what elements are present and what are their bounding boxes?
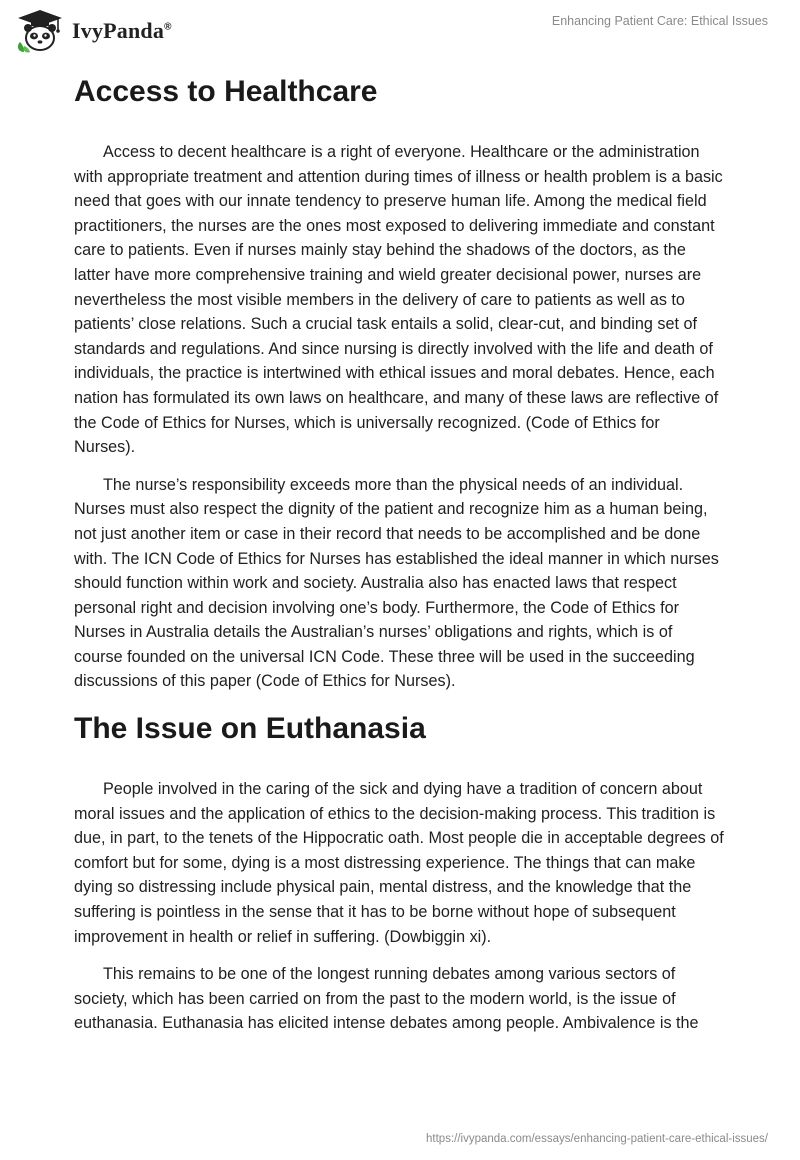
paragraph: People involved in the caring of the sick and dying have a tradition of concern about moral issues and the application of ethics to the decision-making process. This tradition is due, in part, to the tenets of the Hippocratic oath. Most people die in acceptable degrees of comfort but for some, dying is a most distressing experience. The things that can make dying so distressing include physical pain, mental distress, and the knowledge that the suffering is pointless in the sense that it has to be borne without hope of subsequent improvement in health or relief in suffering. (Dowbiggin xi). [74,780,724,946]
paragraph: This remains to be one of the longest running debates among various sectors of society, which has been carried on from the past to the modern world, is the issue of euthanasia. Euthanasia has elicited intense debates among people. Ambivalence is the [74,965,699,1033]
panda-graduate-icon [14,8,66,54]
section-heading-euthanasia: The Issue on Euthanasia [74,712,426,746]
ivypanda-logo[interactable] [14,8,204,54]
brand-name: IvyPanda® [72,18,172,43]
section-heading-access: Access to Healthcare [74,75,378,108]
paragraph: The nurse’s responsibility exceeds more than the physical needs of an individual. Nurses must also respect the dignity of the patient and recognize him as a human being, not just another item or case in their record that needs to be accomplished and be done with. The ICN Code of Ethics for Nurses has established the ideal manner in which nurses should function within work and society. Australia also has enacted laws that respect personal right and decision involving one’s body. Furthermore, the Code of Ethics for Nurses in Australia details the Australian’s nurses’ obligations and rights, which is of course founded on the universal ICN Code. These three will be used in the succeeding discussions of this paper (Code of Ethics for Nurses). [74,475,719,691]
page-header [0,0,800,64]
document-title: Enhancing Patient Care: Ethical Issues [551,14,768,28]
paragraph: Access to decent healthcare is a right of everyone. Healthcare or the administration with appropriate treatment and attention during times of illness or health problem is a basic need that goes with our innate tendency to preserve human life. Among the medical field practitioners, the nurses are the ones most exposed to delivering immediate and constant care to patients. Even if nurses mainly stay behind the shadows of the doctors, as the latter have more comprehensive training and wield greater decisional power, nurses are nevertheless the most visible members in the delivery of care to patients as well as to patients’ close relations. Such a crucial task entails a solid, clear-cut, and binding set of standards and regulations. And since nursing is directly involved with the life and death of individuals, the practice is intertwined with ethical issues and moral debates. Hence, each nation has formulated its own laws on healthcare, and many of these laws are reflective of the Code of Ethics for Nurses, which is universally recognized. (Code of Ethics for Nurses). [74,143,723,457]
article-body [74,72,724,1036]
source-url[interactable]: https://ivypanda.com/essays/enhancing-patient-care-ethical-issues/ [426,1133,768,1145]
